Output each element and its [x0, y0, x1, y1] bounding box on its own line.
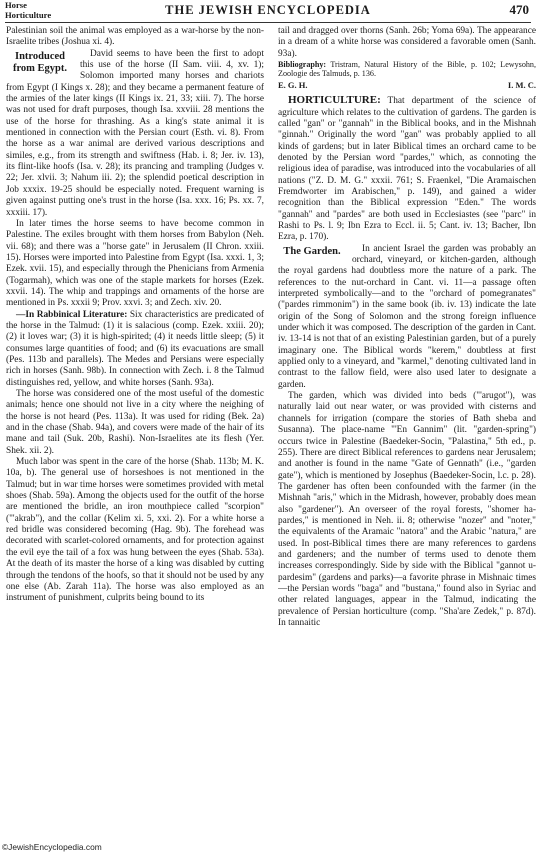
side-heading-the-garden: The Garden.: [283, 245, 341, 257]
article-start-horticulture: [278, 95, 536, 243]
paragraph: The horse was considered one of the most useful of the domestic animals; hence one should not live in a city where the neighing of the horse is not heard (Pes. 113a). It was used for riding (Bek. 2a) and in the chase (Shab. 94a), and covers were made of the hair of its mane and tail (Suk. 20b, Rashi). Non-Israelites ate its flesh (Yer. Shek. xii. 2).: [6, 389, 264, 456]
paragraph: In later times the horse seems to have become common in Palestine. The exiles brought with them horses from Babylon (Neh. vii. 68); and there was a "horse gate" in Jerusalem (II Chron. xxiii. 15). Horses were imported into Palestine from Egypt (Isa. xxxi. 1, 3; Ezek. xvii. 15), and especially through the Phenicians from Armenia (Togarmah), which was one of the staple markets for horses (Ezek. xxvii. 14). The whip and trappings and ornaments of the horse are mentioned in Ps. xxxii 9; Prov. xxvi. 3; and Zech. xiv. 20.: [6, 218, 264, 309]
section-heading-rabbinical-literature: —In Rabbinical Literature:: [16, 309, 128, 320]
paragraph: David seems to have been the first to adopt this use of the horse (II Sam. viii. 4, xv. 1); Solomon imported many horses and chariots from Egypt (I Kings x. 28); and they became a permanent feature of the armies of the later kings (II Kings ix. 21, 33; xiii. 7). The horse was not used for draft purposes, though Isa. xxviii. 28 mentions the use of the horse for thrashing. As a king's state animal it is mentioned in connection with the Persian court (Esth. vi. 8). From the horse as a war animal are derived various descriptions and similes, e.g., from its strength and swiftness (Hab. i. 8; Jer. iv. 13), its flint-like hoofs (Isa. v. 28); its prancing and trampling (Judges v. 22; Jer. xlvii. 3; Nahum iii. 2); the splendid poetical description in Job xxxix. 19-25 should be especially noted. Frequent warning is given against putting one's trust in the horse (Isa. xxx. 16; Ps. xx. 7, xxxiii. 17).: [6, 48, 264, 218]
paragraph: Palestinian soil the animal was employed as a war-horse by the non-Israelite tribes (Joshua xi. 4).: [6, 26, 264, 48]
paragraph-text: That department of the science of agriculture which relates to the cultivation of gardens. The garden is called "gan" or "gannah" in the Biblical books, and in the Mishnah "ginnah." Originally the word "gan" was probably applied to all kinds of gardens; but in later Biblical times an orchard came to be denoted by the Persian word "pardes," which, as connoting the religious idea of paradise, was introduced into the vocabularies of all nations ("Z. D. M. G." xxxii. 761; S. Fraenkel, "Die Aramaischen Fremdworter im Arabischen," p. 149), and gained a wider recognition than the Biblical expression "Eden." The words "gannah" and "pardes" are both used in Ecclesiastes (see "parc" in Rashi to Ps. l. 9; Ibn Ezra to Eccl. ii. 5; Cant. iv. 13; Bacher, Ibn Ezra, p. 170).: [278, 96, 536, 243]
author-initials: I. M. C.: [507, 79, 536, 90]
paragraph: The garden, which was divided into beds ("'arugot"), was naturally laid out near water, or was provided with cisterns and channels for irrigation (compare the stories of Bath sheba and Susanna). The place-name "'En Gannim" (lit. "garden-spring") occurs twice in Palestine (Baedeker-Socin, "Palastina," 5th ed., p. 255). There are direct Biblical references to gardens near Jerusalem; and another is found in the name "Gate of Gennath" (i.e., "garden gate"), which is mentioned by Josephus (Baedeker-Socin, l.c. p. 28). The gardener has often been confounded with the farmer (in the Mishnah "aris," which in the Midrash, however, probably does mean also "gardener"). An overseer of the royal forests, "shomer ha-pardes," is mentioned in Neh. ii. 8; otherwise "nozer" and "noter," the equivalents of the Aramaic "natora" and the Arabic "natura," are used. In post-Biblical times there are many references to gardens and gardeners; and the number of terms used to denote them increases correspondingly. Side by side with the Biblical "gannot u-pardesim" (gardens and parks)—a favorite phrase in Mishnaic times—the Persian words "baga" and "bustana," found also in Syriac and other related languages, appear in the Talmud, indicating the prevalence of Persian horticulture (comp. "Sha'are Zedek," p. 87d). In tannaitic: [278, 391, 536, 628]
paragraph: tail and dragged over thorns (Sanh. 26b; Yoma 69a). The appearance in a dream of a white horse was considered a favorable omen (Sanh. 93a).: [278, 26, 536, 59]
page-number: 470: [509, 2, 529, 17]
right-column: [278, 26, 536, 836]
running-head-line-2: Horticulture: [5, 9, 52, 20]
bibliography: [278, 60, 536, 79]
left-column: [6, 26, 264, 836]
bibliography-label: Bibliography:: [278, 60, 327, 70]
side-heading-introduced-from-egypt: Introduced from Egypt.: [12, 50, 68, 74]
copyright-footer: ©JewishEncyclopedia.com: [2, 842, 102, 852]
publication-title: THE JEWISH ENCYCLOPEDIA: [165, 3, 371, 17]
article-title: HORTICULTURE:: [288, 94, 381, 107]
editor-initials: E. G. H.: [278, 79, 308, 90]
paragraph-rabbinical: [6, 310, 264, 389]
paragraph-text: Six characteristics are predicated of the horse in the Talmud: (1) it is salacious (comp. Ezek. xxiii. 20); (2) it loves war; (3) it is high-spirited; (4) it needs little sleep; (5) it consumes large quantities of food; and (6) its evacuations are small (Pes. 113b and parallels). The Medes and Persians were especially rich in horses (Sanh. 98b). In connection with Zech. i. 8 the Talmud distinguishes red, yellow, and white horses (Sanh. 93a).: [6, 309, 264, 388]
page-header: [5, 0, 531, 23]
bibliography-text: Tristram, Natural History of the Bible, p. 102; Lewysohn, Zoologie des Talmuds, p. 136.: [278, 60, 536, 79]
paragraph: In ancient Israel the garden was probably an orchard, vineyard, or kitchen-garden, although the royal gardens had doubtless more the nature of a park. The references to the nut-orchard in Cant. vi. 11—a passage often interpreted symbolically—and to the "orchard of pomegranates" ("pardes rimmonim") in the same book (ib. iv. 13) indicate the late origin of the Song of Solomon and the strong foreign influence under which it was composed. The description of the garden in Cant. iv. 13-14 is not that of an existing Palestinian garden, but of a purely imaginary one. The Biblical words "kerem," doubtless at first applied only to a vineyard, and "karmel," denoting cultivated land in contrast to the fallow field, were also used later to designate a garden.: [278, 243, 536, 390]
signature-row: [278, 80, 536, 91]
running-head-line-1: Horse: [5, 0, 27, 10]
paragraph: Much labor was spent in the care of the horse (Shab. 113b; M. K. 10a, b). The general use of horseshoes is not mentioned in the Talmud; but in war time horses were sometimes provided with metal shoes (Shab. 59a). Among the objects used for the outfit of the horse are mentioned the bridle, an iron mouthpiece called "scorpion" ("'akrab"), and the collar (Kelim xi. 5, xxi. 2). For a white horse a red bridle was considered becoming (Hag. 9b). The forehead was decorated with scarlet-colored ornaments, and for protection against the evil eye the tail of a fox was hung between the eyes (Shab. 53a). At the death of its master the horse of a king was disabled by cutting through the tendons of the hoofs, so that it should not be used by any one else (Ab. Zarah 11a). The horse was also employed as an instrument of punishment, culprits being bound to its: [6, 457, 264, 604]
